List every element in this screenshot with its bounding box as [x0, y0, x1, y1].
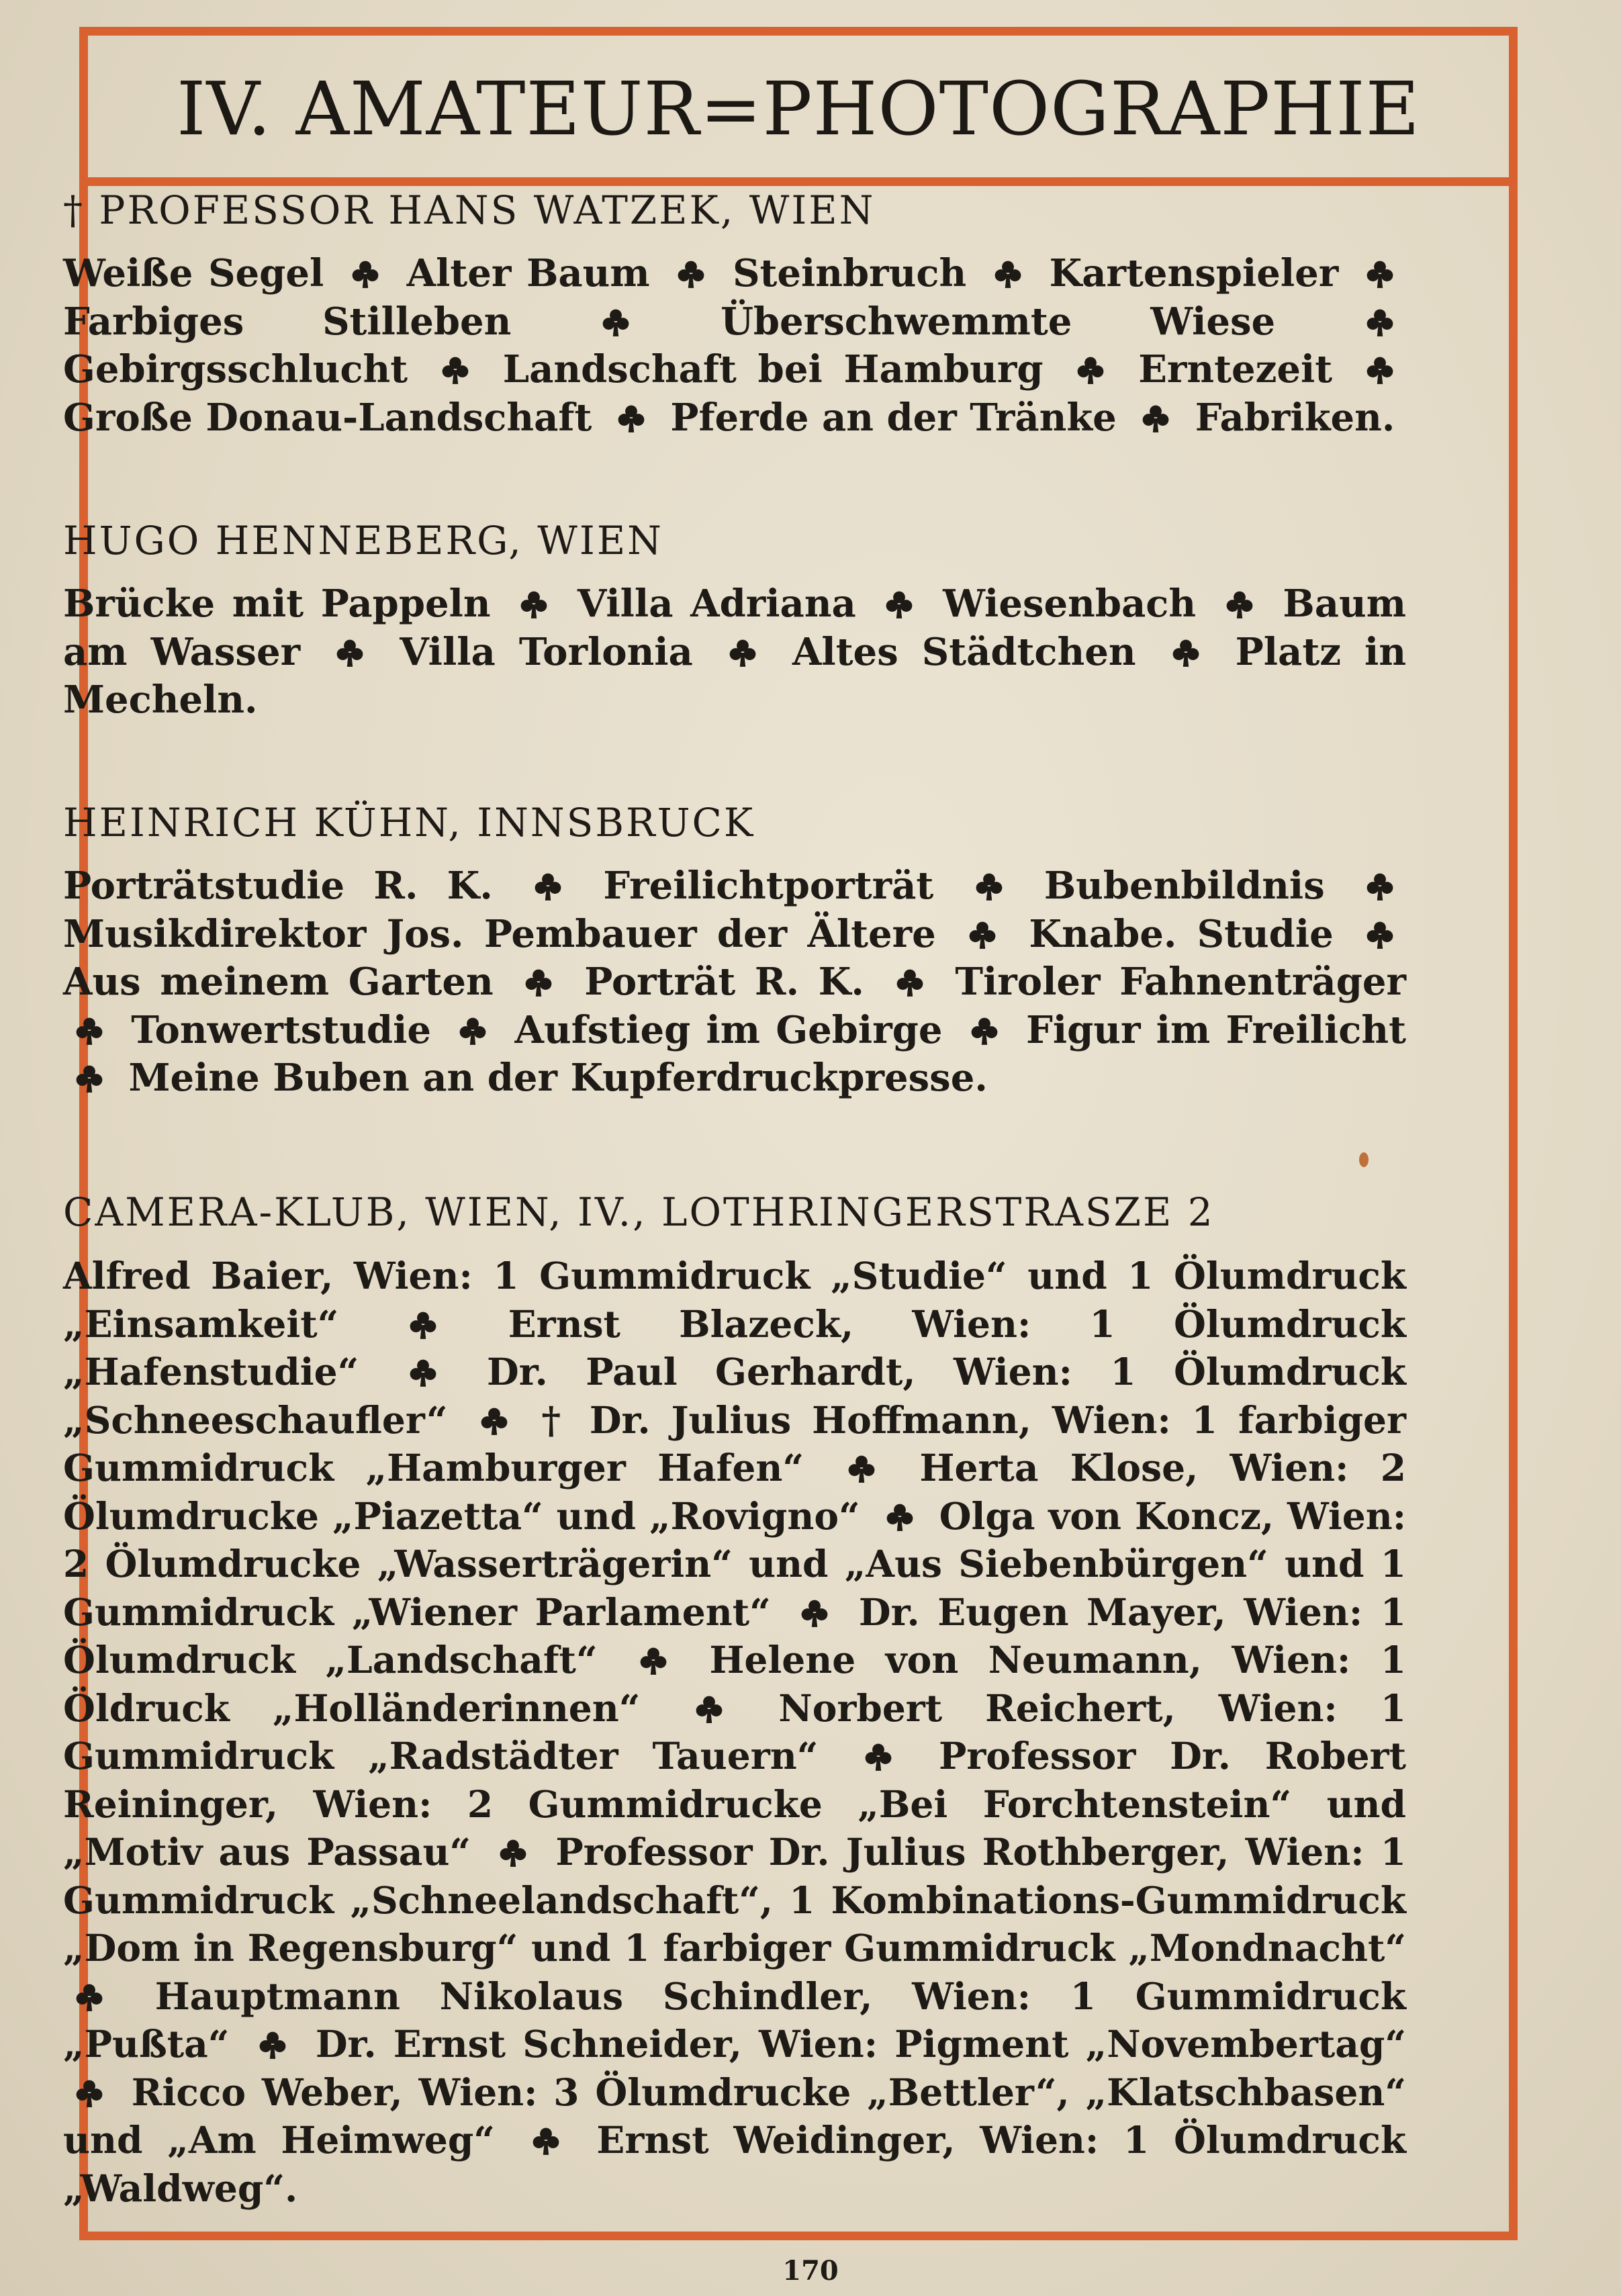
list-item: Pferde an der Tränke	[670, 395, 1117, 440]
club-icon	[864, 1743, 892, 1772]
club-icon	[677, 260, 705, 289]
list-item: Brücke mit Pappeln	[63, 582, 491, 626]
section-henneberg	[63, 518, 1407, 725]
page-title: IV. AMATEUR=PHOTOGRAPHIE	[177, 66, 1420, 152]
list-item: Herta Klose, Wien: 2 Ölumdrucke „Piazetta“ und „Rovigno“	[63, 1446, 1406, 1538]
list-item: Tonwertstudie	[131, 1007, 431, 1052]
club-icon	[602, 308, 630, 338]
club-icon	[524, 968, 553, 998]
club-icon	[639, 1647, 667, 1676]
list-item: Porträt R. K.	[584, 960, 864, 1004]
club-icon	[695, 1695, 723, 1725]
list-item: Ernst Blazeck, Wien: 1 Ölumdruck „Hafenstudie“	[63, 1301, 1406, 1393]
list-item: Dr. Ernst Schneider, Wien: Pigment „Novembertag“	[315, 2022, 1406, 2066]
club-icon	[1076, 356, 1105, 385]
section-kuehn	[63, 800, 1406, 1103]
list-item: Meine Buben an der Kupferdruckpresse.	[128, 1056, 988, 1100]
section-body	[63, 580, 1406, 725]
club-icon	[441, 356, 469, 385]
section-heading: HEINRICH KÜHN, INNSBRUCK	[63, 800, 755, 845]
section-body	[63, 862, 1406, 1103]
list-item: Altes Städtchen	[792, 629, 1136, 674]
club-icon	[259, 2031, 287, 2060]
club-icon	[75, 1064, 103, 1094]
club-icon	[351, 260, 379, 289]
list-item: Professor Dr. Robert Reininger, Wien: 2 Gummidrucke „Bei Forchtenstein“ und „Motiv aus Passau“	[63, 1734, 1406, 1874]
club-icon	[1366, 260, 1394, 289]
club-icon	[1142, 404, 1170, 434]
club-icon	[409, 1359, 437, 1388]
club-icon	[409, 1311, 437, 1340]
club-icon	[994, 260, 1022, 289]
club-icon	[970, 1017, 999, 1046]
list-item: Aus meinem Garten	[63, 960, 494, 1004]
club-icon	[968, 921, 997, 950]
list-item: Figur im Freilicht	[1026, 1007, 1406, 1052]
list-item: Norbert Reichert, Wien: 1 Gummidruck „Radstädter Tauern“	[63, 1686, 1406, 1778]
club-icon	[499, 1839, 527, 1868]
list-item: Gebirgsschlucht	[63, 347, 408, 392]
ink-speck	[1359, 1152, 1369, 1167]
club-icon	[459, 1017, 487, 1046]
club-icon	[617, 404, 645, 434]
club-icon	[532, 2127, 560, 2156]
list-item: Ernst Weidinger, Wien: 1 Ölumdruck „Waldweg“.	[63, 2118, 1406, 2210]
list-item: Fabriken.	[1195, 395, 1395, 440]
list-item: Tiroler Fahnenträger	[955, 960, 1406, 1004]
club-icon	[800, 1599, 829, 1628]
list-item: Aufstieg im Gebirge	[514, 1007, 943, 1052]
club-icon	[1366, 872, 1394, 902]
club-icon	[885, 590, 913, 620]
club-icon	[1366, 921, 1394, 950]
club-icon	[1366, 356, 1394, 385]
club-icon	[75, 1983, 103, 2013]
club-icon	[847, 1455, 876, 1484]
list-item: † Dr. Julius Hoffmann, Wien: 1 farbiger Gummidruck „Hamburger Hafen“	[63, 1397, 1406, 1489]
club-icon	[1225, 590, 1254, 620]
club-icon	[480, 1407, 508, 1436]
list-item: Kartenspieler	[1049, 251, 1339, 295]
list-item: Villa Adriana	[577, 582, 856, 626]
club-icon	[1366, 308, 1394, 338]
section-camera-klub	[63, 1189, 1407, 2212]
list-item: Weiße Segel	[63, 251, 324, 295]
club-icon	[520, 590, 548, 620]
list-item: Überschwemmte Wiese	[721, 299, 1276, 344]
list-item: Villa Torlonia	[400, 629, 693, 674]
list-item: Alfred Baier, Wien: 1 Gummidruck „Studie“ und 1 Ölumdruck „Einsamkeit“	[63, 1254, 1406, 1346]
club-icon	[896, 968, 924, 998]
list-item: Professor Dr. Julius Rothberger, Wien: 1 Gummidruck „Schneelandschaft“, 1 Kombinations-Gummidruck „Dom in Regensburg“ und 1 farbiger Gummidruck „Mondnacht“	[63, 1830, 1406, 1970]
list-item: Hauptmann Nikolaus Schindler, Wien: 1 Gummidruck „Pußta“	[63, 1974, 1407, 2066]
list-item: Alter Baum	[406, 251, 650, 295]
list-item: Wiesenbach	[943, 582, 1197, 626]
page-number: 170	[782, 2255, 839, 2287]
list-item: Ricco Weber, Wien: 3 Ölumdrucke „Bettler“, „Klatschbasen“ und „Am Heimweg“	[63, 2070, 1406, 2162]
club-icon	[75, 2079, 103, 2109]
list-item: Musikdirektor Jos. Pembauer der Ältere	[63, 911, 936, 956]
list-item: Knabe. Studie	[1029, 911, 1334, 956]
list-item: Bubenbildnis	[1044, 864, 1325, 908]
club-icon	[886, 1503, 914, 1532]
club-icon	[75, 1017, 103, 1046]
list-item: Platz in Mecheln.	[63, 629, 1407, 722]
section-body	[63, 250, 1406, 442]
list-item: Dr. Eugen Mayer, Wien: 1 Ölumdruck „Landschaft“	[63, 1590, 1406, 1682]
list-item: Helene von Neumann, Wien: 1 Öldruck „Holländerinnen“	[63, 1638, 1406, 1730]
club-icon	[534, 872, 562, 902]
club-icon	[729, 639, 757, 668]
list-item: Landschaft bei Hamburg	[502, 347, 1044, 392]
list-item: Porträtstudie R. K.	[63, 864, 493, 908]
club-icon	[336, 639, 364, 668]
section-heading: HUGO HENNEBERG, WIEN	[63, 518, 663, 563]
section-body	[63, 1252, 1406, 2212]
list-item: Große Donau-Landschaft	[63, 395, 592, 440]
list-item: Dr. Paul Gerhardt, Wien: 1 Ölumdruck „Schneeschaufler“	[63, 1350, 1406, 1442]
club-icon	[975, 872, 1003, 902]
title-bar	[88, 36, 1509, 186]
club-icon	[1172, 639, 1200, 668]
list-item: Freilichtporträt	[603, 864, 934, 908]
list-item: Olga von Koncz, Wien: 2 Ölumdrucke „Wasserträgerin“ und „Aus Siebenbürgen“ und 1 Gummidruck „Wiener Parlament“	[63, 1494, 1407, 1634]
section-heading: † PROFESSOR HANS WATZEK, WIEN	[63, 187, 876, 233]
section-watzek	[63, 187, 1406, 442]
list-item: Baum am Wasser	[63, 582, 1406, 674]
list-item: Steinbruch	[733, 251, 967, 295]
list-item: Farbiges Stilleben	[63, 299, 512, 344]
section-heading: CAMERA-KLUB, WIEN, IV., LOTHRINGERSTRASZE 2	[63, 1189, 1215, 1235]
list-item: Erntezeit	[1138, 347, 1333, 392]
